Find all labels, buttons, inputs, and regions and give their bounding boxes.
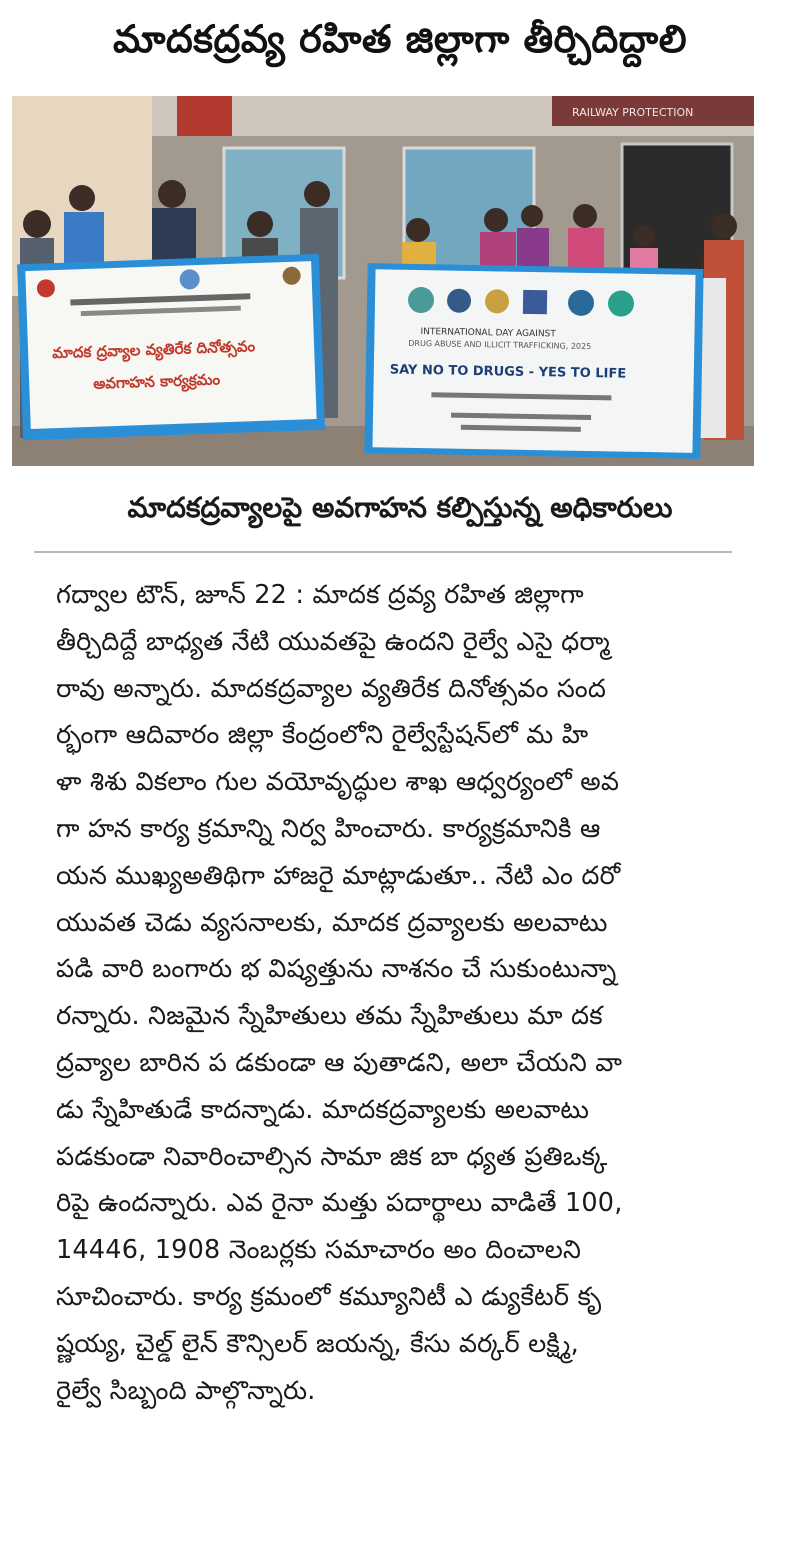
right-banner	[364, 263, 703, 459]
body-line: సూచించారు. కార్య క్రమంలో కమ్యూనిటీ ఎ డ్యుకేటర్ కృ	[56, 1281, 602, 1312]
body-line: ర్భంగా ఆదివారం జిల్లా కేంద్రంలోని రైల్వేస్టేషన్‌లో మ హి	[56, 720, 589, 751]
body-line: గద్వాల టౌన్, జూన్ 22 : మాదక ద్రవ్య రహిత జిల్లాగా	[56, 580, 584, 610]
news-photo	[12, 96, 754, 466]
body-line: రిపై ఉందన్నారు. ఎవ రైనా మత్తు పదార్థాలు వాడితే 100,	[56, 1188, 623, 1219]
photo-illustration	[12, 96, 754, 466]
left-banner	[17, 254, 325, 440]
divider	[34, 551, 732, 553]
sign-text: RAILWAY PROTECTION	[572, 106, 694, 119]
body-line: పడి వారి బంగారు భ విష్యత్తును నాశనం చే సుకుంటున్నా	[56, 954, 617, 985]
body-line: రన్నారు. నిజమైన స్నేహితులు తమ స్నేహితులు మా దక	[56, 1001, 603, 1032]
banner-right-slogan: SAY NO TO DRUGS - YES TO LIFE	[389, 362, 627, 382]
photo-caption: మాదకద్రవ్యాలపై అవగాహన కల్పిస్తున్న అధికారులు	[127, 491, 673, 524]
body-line: ద్రవ్యాల బారిన ప డకుండా ఆ పుతాడని, అలా చేయని వా	[56, 1047, 623, 1078]
body-line: ష్ణయ్య, చైల్డ్ లైన్ కౌన్సిలర్ జయన్న, కేసు వర్కర్ లక్ష్మి,	[56, 1328, 579, 1359]
body-line: గా హన కార్య క్రమాన్ని నిర్వ హించారు. కార్యక్రమానికి ఆ	[56, 813, 601, 844]
body-line: డు స్నేహితుడే కాదన్నాడు. మాదకద్రవ్యాలకు అలవాటు	[56, 1094, 590, 1125]
body-line: పడకుండా నివారించాల్సిన సామా జిక బా ధ్యత ప్రతిఒక్క	[56, 1141, 608, 1172]
body-line: ళా శిశు వికలాం గుల వయోవృద్ధుల శాఖ ఆధ్వర్యంలో అవ	[56, 767, 620, 798]
body-line: 14446, 1908 నెంబర్లకు సమాచారం అం దించాలని	[56, 1235, 582, 1266]
banner-right-line-1: INTERNATIONAL DAY AGAINST	[420, 327, 556, 340]
headline: మాదకద్రవ్య రహిత జిల్లాగా తీర్చిదిద్దాలి	[112, 17, 688, 61]
article-body	[56, 572, 746, 1414]
body-line: తీర్చిదిద్దే బాధ్యత నేటి యువతపై ఉందని రైల్వే ఎసై ధర్మా	[56, 626, 610, 657]
body-line: యన ముఖ్యఅతిథిగా హాజరై మాట్లాడుతూ.. నేటి ఎం దరో	[56, 860, 621, 891]
banner-right-line-2: DRUG ABUSE AND ILLICIT TRAFFICKING, 2025	[408, 338, 592, 352]
banner-left-line-2: అవగాహన కార్యక్రమం	[92, 370, 221, 393]
body-line: రావు అన్నారు. మాదకద్రవ్యాల వ్యతిరేక దినోత్సవం సంద	[56, 673, 607, 704]
body-line: యువత చెడు వ్యసనాలకు, మాదక ద్రవ్యాలకు అలవాటు	[56, 907, 608, 938]
banner-left-line-1: మాదక ద్రవ్యాల వ్యతిరేక దినోత్సవం	[51, 337, 256, 363]
body-line: రైల్వే సిబ్బంది పాల్గొన్నారు.	[56, 1375, 316, 1406]
